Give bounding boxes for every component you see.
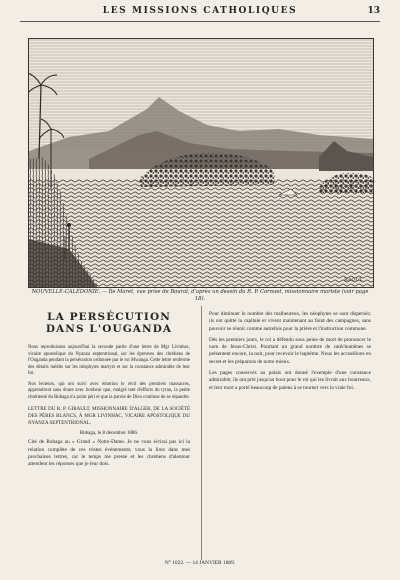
journal-title: LES MISSIONS CATHOLIQUES bbox=[102, 6, 298, 16]
figure-caption-text: NOUVELLE-CALÉDONIE. — Île Maret, vue prise de Bouraï, d'après un dessin du R. P. Cornuet, missionnaire mariste (voir page 18). bbox=[31, 289, 369, 302]
letter-body-paragraph: Dès les premiers jours, le roi a défendu sous peine de mort de prononcer le nom de Jésus-Christ. Pourtant un grand nombre de catéchumènes se présentent encore, la nuit, pour recevoir le baptême. Nous les accueillons en secret et les préparons de notre mieux. bbox=[209, 336, 371, 365]
engraver-signature: RAOUL bbox=[343, 277, 363, 283]
article-title: LA PERSÉCUTION DANS L'OUGANDA bbox=[45, 311, 173, 335]
page-number: 13 bbox=[367, 6, 380, 16]
letter-body-paragraph: Cité de Rubaga au « Grand » Notre-Dame. Je ne vous écrirai pas ici la relation complète de ces tristes événements; vous la lirez dans mes prochaines lettres, car le temps me presse et les chrétiens d'alentour attendent les réponses que je leur dois. bbox=[28, 439, 190, 468]
left-column bbox=[28, 311, 190, 473]
letter-dateline: Rubaga, le 8 décembre 1886. bbox=[79, 431, 139, 437]
intro-paragraph: Nous reproduisons aujourd'hui la seconde partie d'une lettre de Mgr Livinhac, vicaire apostolique du Nyanza septentrional, sur les épreuves des chrétiens de l'Ouganda pendant la persécution ordonnée par le roi Mwanga. Cette lettre renferme des détails inédits sur les néophytes martyrs et sur la constance admirable de leur foi. bbox=[28, 345, 190, 376]
issue-footer: N° 1022. — 14 JANVIER 1889. bbox=[164, 560, 236, 566]
letter-body-paragraph: Les pages conservés au palais ont donné l'exemple d'une constance admirable; ils ont prié jusqu'au bout pour le roi qui les livrait aux bourreaux, et leur mort a porté beaucoup de païens à se tourner vers la vraie foi. bbox=[209, 370, 371, 391]
engraving-drawing bbox=[29, 39, 373, 287]
running-header bbox=[20, 6, 380, 20]
letter-heading: LETTRE DU R. P. GIRAULT, MISSIONNAIRE D'ALGER, DE LA SOCIÉTÉ DES PÈRES BLANCS, À MGR LIVINHAC, VICAIRE APOSTOLIQUE DU NYANZA SEPTENTRIONAL. bbox=[28, 407, 190, 426]
column-divider bbox=[201, 306, 202, 560]
right-column bbox=[209, 311, 371, 396]
intro-paragraph: Nos lecteurs, qui ont suivi avec émotion le récit des premiers massacres, apprendront sans doute avec bonheur que, malgré tant d'efforts du tyran, la petite chrétienté du Rubaga n'a point péri et que la parole de Dieu continue de se répandre. bbox=[28, 381, 190, 400]
letter-body-paragraph: Pour diminuer le nombre des malheureux, les néophytes se sont dispersés; ils ont quitté la capitale et vivent maintenant au fond des campagnes, sans pouvoir se réunir comme autrefois pour la prière et l'instruction commune. bbox=[209, 311, 371, 332]
figure-caption bbox=[28, 289, 372, 303]
engraving-illustration bbox=[28, 38, 374, 288]
header-rule bbox=[20, 21, 380, 22]
